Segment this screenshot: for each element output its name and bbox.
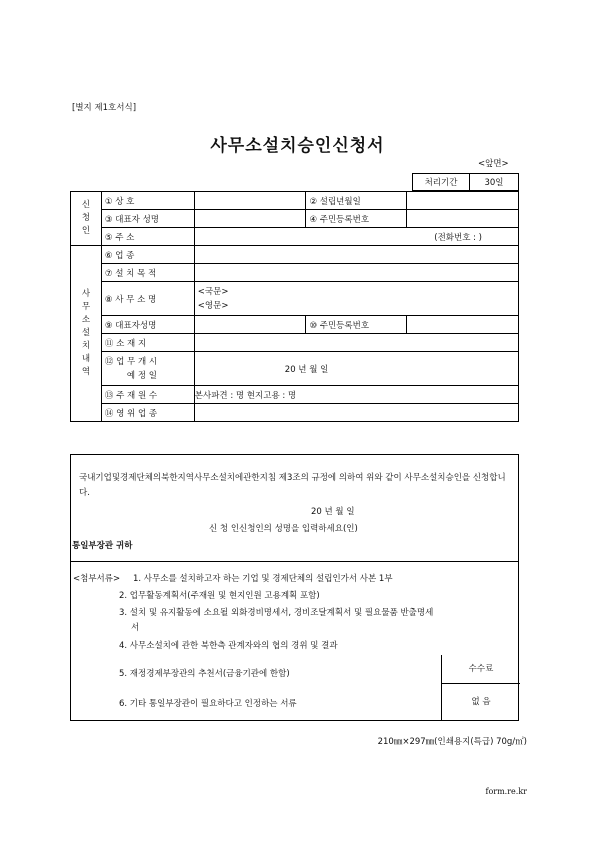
office-name-label: ⑧ 사 무 소 명 (101, 282, 194, 316)
applicant-signature: 신 청 인신청인의 성명을 입력하세요(인) (209, 524, 358, 534)
side-note: <앞면> (478, 159, 509, 169)
sales-label: ⑭ 영 위 업 종 (101, 404, 194, 422)
office-rep-name-label: ⑨ 대표자성명 (101, 316, 194, 334)
attachment-item-5: 5. 재정경제부장관의 추천서(금융기관에 한함) (119, 669, 290, 679)
id-number-label: ④ 주민등록번호 (306, 210, 407, 228)
attachment-item-1: 1. 사무소를 설치하고자 하는 기업 및 경제단체의 설립인가서 사본 1부 (133, 574, 393, 584)
location-label: ⑪ 소 재 지 (101, 334, 194, 352)
purpose-label: ⑦ 설 치 목 적 (101, 264, 194, 282)
fee-box (441, 655, 520, 721)
page-title: 사무소설치승인신청서 (210, 136, 385, 156)
id-number-field[interactable] (407, 210, 519, 228)
established-label: ② 설립년월일 (306, 192, 407, 210)
trade-name-label: ① 상 호 (101, 192, 194, 210)
start-date-field[interactable] (194, 352, 518, 386)
office-name-field[interactable] (194, 282, 518, 316)
attachment-item-3-cont: 서 (131, 623, 140, 633)
trade-name-field[interactable] (194, 192, 306, 210)
rep-name-label: ③ 대표자 성명 (101, 210, 194, 228)
paper-size: 210㎜×297㎜(인쇄용지(특급) 70g/㎡) (377, 737, 527, 747)
fee-value: 없 음 (471, 697, 491, 707)
attachment-item-2: 2. 업무활동계획서(주재원 및 현지인원 고용계획 포함) (119, 591, 320, 601)
divider (71, 561, 518, 562)
business-type-field[interactable] (194, 246, 518, 264)
established-field[interactable] (407, 192, 519, 210)
office-name-kr: <국문> (197, 286, 229, 297)
office-rep-id-field[interactable] (407, 316, 519, 334)
location-field[interactable] (194, 334, 518, 352)
business-type-label: ⑥ 업 종 (101, 246, 194, 264)
declaration-section (70, 454, 519, 721)
declaration-date: 20 년 월 일 (311, 507, 355, 517)
rep-name-field[interactable] (194, 210, 306, 228)
staff-field[interactable] (194, 386, 518, 404)
office-name-en: <영문> (197, 300, 229, 311)
start-date-value: 20 년 월 일 (284, 364, 329, 375)
address-label: ⑤ 주 소 (101, 228, 194, 246)
office-group-label: 사 무 소 설 치 내 역 (71, 246, 102, 422)
start-date-label-1: ⑫ 업 무 개 시 (104, 356, 158, 367)
processing-table (412, 173, 519, 191)
office-rep-name-field[interactable] (194, 316, 306, 334)
purpose-field[interactable] (194, 264, 518, 282)
processing-value: 30일 (470, 174, 519, 191)
processing-label: 처리기간 (413, 174, 470, 191)
application-table (70, 191, 519, 422)
declaration-text: 국내기업및경제단체의북한지역사무소설치에관한지침 제3조의 규정에 의하여 위와 같이 사무소설치승인을 신청합니다. (79, 473, 506, 498)
attachment-item-4: 4. 사무소설치에 관한 북한측 관계자와의 협의 경위 및 결과 (119, 641, 338, 651)
attachment-item-3: 3. 설치 및 유지활동에 소요될 외화경비명세서, 경비조달계획서 및 필요물품 반출명세 (119, 608, 434, 618)
addressee: 통일부장관 귀하 (72, 541, 133, 551)
site-watermark: form.re.kr (485, 787, 527, 796)
fee-label: 수수료 (442, 655, 520, 684)
staff-label: ⑬ 주 재 원 수 (101, 386, 194, 404)
office-rep-id-label: ⑩ 주민등록번호 (306, 316, 407, 334)
attachments-label: <첨부서류> (73, 574, 121, 584)
attachment-item-6: 6. 기타 통일부장관이 필요하다고 인정하는 서류 (119, 699, 297, 709)
start-date-label-2: 예 정 일 (126, 370, 157, 381)
start-date-label (101, 352, 194, 386)
sales-field[interactable] (194, 404, 518, 422)
form-label: [별지 제1호서식] (72, 103, 137, 113)
address-field[interactable] (194, 228, 518, 246)
staff-value: 본사파견 : 명 현지고용 : 명 (194, 390, 297, 401)
applicant-group-label: 신 청 인 (71, 192, 102, 246)
phone-label: (전화번호 : ) (434, 232, 482, 243)
